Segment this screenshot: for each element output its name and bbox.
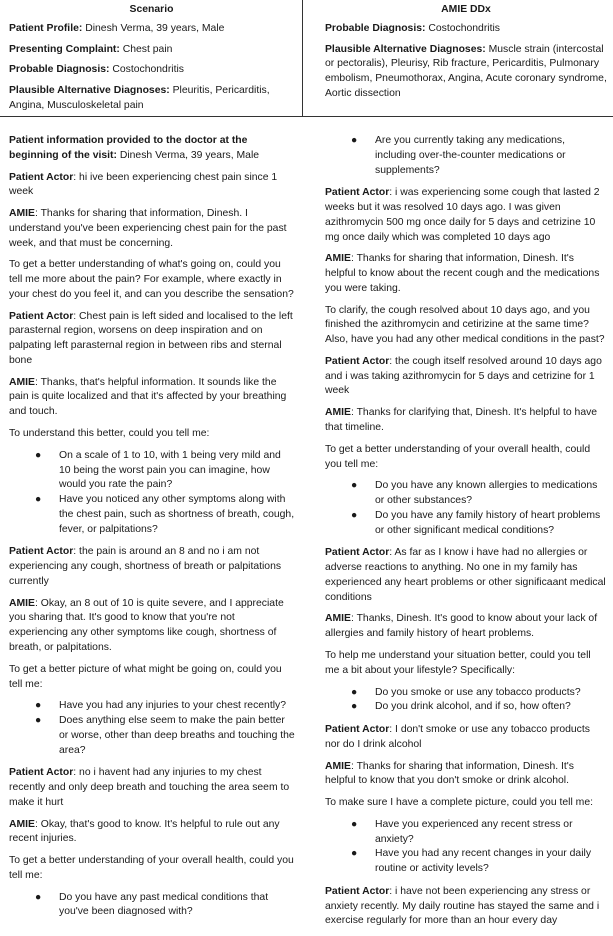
paragraph-text: : i was experiencing some cough that lasted 2 weeks but it was resolved 10 days ago. I was given azithromycin 500 mg once daily for 5 days and cetrizine 10 mg once daily which was completed 10 days ago	[325, 187, 600, 243]
question-list	[9, 891, 295, 921]
transcript-paragraph	[325, 406, 607, 436]
question-list-item	[325, 479, 607, 509]
question-list-item	[9, 891, 295, 921]
scenario-title: Scenario	[129, 4, 174, 15]
question-list-item	[325, 700, 607, 715]
speaker-label: Patient Actor	[9, 171, 74, 183]
paragraph-text: To make sure I have a complete picture, could you tell me:	[325, 797, 593, 809]
question-text: Do you smoke or use any tobacco products?	[375, 686, 581, 698]
transcript-paragraph	[9, 427, 295, 442]
paragraph-text: To get a better understanding of your overall health, could you tell me:	[9, 855, 294, 881]
transcript-paragraph	[325, 304, 607, 348]
presenting-complaint-label: Presenting Complaint:	[9, 43, 120, 55]
transcript-paragraph	[9, 818, 295, 848]
speaker-label: Patient Actor	[325, 724, 390, 736]
transcript-right-column	[303, 134, 613, 936]
transcript-paragraph	[9, 171, 295, 201]
question-text: Do you have any family history of heart problems or other significant medical conditions?	[375, 509, 601, 536]
paragraph-text: To get a better understanding of your overall health, could you tell me:	[325, 443, 591, 470]
paragraph-text: : I don't smoke or use any tobacco products nor do I drink alcohol	[325, 724, 590, 750]
transcript-paragraph	[9, 854, 295, 884]
question-list	[325, 686, 607, 716]
question-list	[9, 699, 295, 758]
bullet-icon: ●	[351, 701, 358, 713]
scenario-alternative-diagnoses-label: Plausible Alternative Diagnoses:	[9, 85, 170, 97]
speaker-label: Patient Actor	[325, 885, 390, 897]
bullet-icon: ●	[351, 135, 358, 146]
paragraph-text: : Thanks for clarifying that, Dinesh. It's helpful to have that timeline.	[325, 407, 598, 434]
speaker-label: Patient Actor	[325, 187, 390, 199]
question-list-item	[325, 686, 607, 701]
transcript-paragraph	[9, 766, 295, 810]
patient-profile-value: Dinesh Verma, 39 years, Male	[85, 22, 225, 34]
paragraph-text: To clarify, the cough resolved about 10 days ago, and you finished the azithromycin and cetirizine at the same time? Also, have you had any other medical conditions in the past?	[325, 304, 605, 346]
question-list	[325, 818, 607, 877]
transcript-paragraph	[9, 310, 295, 369]
speaker-label: Patient information provided to the doctor at the beginning of the visit:	[9, 135, 248, 161]
presenting-complaint-value: Chest pain	[122, 43, 173, 55]
speaker-label: AMIE	[9, 208, 35, 220]
speaker-label: AMIE	[9, 597, 35, 609]
amie-ddx-cell	[303, 0, 613, 116]
amie-probable-diagnosis	[325, 22, 607, 37]
paragraph-text: To get a better understanding of what's going on, could you tell me more about the pain? For example, where exactly in your chest do you feel it, and can you describe the sensation?	[9, 259, 294, 300]
speaker-label: AMIE	[325, 613, 351, 625]
transcript-paragraph	[325, 649, 607, 679]
transcript-left-column	[0, 134, 303, 936]
scenario-alternative-diagnoses-value: Pleuritis, Pericarditis, Angina, Musculoskeletal pain	[9, 85, 270, 111]
bullet-icon: ●	[35, 715, 42, 727]
transcript	[0, 134, 613, 936]
transcript-paragraph	[9, 258, 295, 302]
question-list	[325, 134, 607, 178]
transcript-paragraph	[9, 663, 295, 693]
scenario-probable-diagnosis-label: Probable Diagnosis:	[9, 64, 110, 76]
question-text: Are you currently taking any medications, including over-the-counter medications or supplements?	[375, 135, 566, 176]
transcript-paragraph	[325, 186, 607, 245]
scenario-cell	[0, 0, 303, 116]
amie-alternative-diagnoses	[325, 43, 607, 102]
paragraph-text: Dinesh Verma, 39 years, Male	[119, 149, 260, 161]
question-list-item	[325, 134, 607, 178]
speaker-label: AMIE	[9, 818, 35, 830]
speaker-label: AMIE	[325, 253, 351, 265]
transcript-paragraph	[325, 760, 607, 790]
bullet-icon: ●	[35, 449, 42, 461]
bullet-icon: ●	[351, 480, 358, 492]
question-list-item	[9, 714, 295, 758]
bullet-icon: ●	[351, 686, 358, 698]
question-text: Do you drink alcohol, and if so, how often?	[375, 701, 571, 713]
question-list-item	[9, 449, 295, 493]
question-text: On a scale of 1 to 10, with 1 being very mild and 10 being the worst pain you can imagine, how would you rate the pain?	[59, 449, 281, 491]
scenario-probable-diagnosis	[9, 63, 294, 78]
question-list	[325, 479, 607, 538]
transcript-paragraph	[325, 723, 607, 753]
transcript-paragraph	[325, 885, 607, 929]
question-list-item	[9, 493, 295, 537]
amie-probable-diagnosis-value: Costochondritis	[428, 22, 500, 34]
speaker-label: Patient Actor	[9, 767, 74, 779]
speaker-label: Patient Actor	[325, 355, 390, 367]
patient-profile	[9, 22, 294, 37]
question-text: Do you have any known allergies to medications or other substances?	[375, 480, 598, 507]
question-text: Have you noticed any other symptoms along with the chest pain, such as shortness of breath, cough, fever, or palpitations?	[59, 494, 295, 535]
paragraph-text: : Okay, that's good to know. It's helpful to rule out any recent injuries.	[9, 818, 280, 845]
paragraph-text: : Thanks, Dinesh. It's good to know about your lack of allergies and family history of heart problems.	[325, 613, 598, 640]
bullet-icon: ●	[351, 509, 358, 521]
paragraph-text: : Okay, an 8 out of 10 is quite severe, and I appreciate you sharing that. It's good to know that you're not experiencing any other symptoms like cough, shortness of breath, or palpitations.	[9, 597, 284, 653]
speaker-label: AMIE	[325, 407, 351, 419]
transcript-paragraph	[9, 597, 295, 656]
paragraph-text: To get a better picture of what might be going on, could you tell me:	[9, 663, 282, 690]
patient-profile-label: Patient Profile:	[9, 22, 83, 34]
paragraph-text: : As far as I know i have had no allergies or adverse reactions to anything. No one in my family has experienced any heart problems or other significaant medical conditions	[325, 547, 606, 603]
amie-probable-diagnosis-label: Probable Diagnosis:	[325, 22, 426, 34]
paragraph-text: : Thanks, that's helpful information. It sounds like the pain is quite localized and that it's affected by your breathing and touch.	[9, 376, 287, 418]
paragraph-text: To understand this better, could you tell me:	[9, 428, 210, 440]
bullet-icon: ●	[35, 494, 42, 506]
question-text: Does anything else seem to make the pain better or worse, other than deep breaths and touching the area?	[59, 715, 295, 756]
transcript-paragraph	[325, 612, 607, 642]
transcript-paragraph	[9, 207, 295, 251]
question-list	[9, 449, 295, 538]
question-text: Have you had any recent changes in your daily routine or activity levels?	[375, 848, 592, 875]
question-text: Do you have any past medical conditions that you've been diagnosed with?	[59, 891, 269, 918]
transcript-paragraph	[325, 796, 607, 811]
paragraph-text: : hi ive been experiencing chest pain since 1 week	[9, 171, 278, 198]
scenario-probable-diagnosis-value: Costochondritis	[112, 64, 184, 76]
amie-ddx-title: AMIE DDx	[441, 4, 491, 15]
bullet-icon: ●	[351, 848, 358, 860]
amie-alternative-diagnoses-value: Muscle strain (intercostal or pectoralis), Pleurisy, Rib fracture, Pericarditis, Pulmonary embolism, Pneumothorax, Angina, Acute coronary syndrome, Aortic dissection	[325, 43, 607, 99]
question-text: Have you had any injuries to your chest recently?	[59, 700, 286, 712]
bullet-icon: ●	[35, 700, 42, 712]
transcript-paragraph	[9, 134, 295, 164]
transcript-paragraph	[325, 355, 607, 399]
paragraph-text: : i have not been experiencing any stress or anxiety recently. My daily routine has stayed the same and i exercise regularly for more than an hour every day	[325, 885, 600, 927]
bullet-icon: ●	[351, 818, 358, 830]
paragraph-text: : the cough itself resolved around 10 days ago and i was taking azithromycin for 5 days and cetrizine for 1 week	[325, 355, 602, 397]
bullet-icon: ●	[35, 891, 42, 903]
transcript-paragraph	[325, 443, 607, 473]
paragraph-text: : Thanks for sharing that information, Dinesh. It's helpful to know about the recent cough and the medications you were taking.	[325, 253, 600, 294]
transcript-paragraph	[9, 376, 295, 420]
speaker-label: Patient Actor	[325, 547, 390, 559]
speaker-label: AMIE	[9, 376, 35, 388]
speaker-label: Patient Actor	[9, 310, 74, 322]
question-list-item	[325, 509, 607, 539]
presenting-complaint	[9, 43, 294, 58]
paragraph-text: : Chest pain is left sided and localised to the left parasternal region, worsens on deep inspiration and on palpating left parasternal region in between ribs and sternal bone	[9, 310, 293, 366]
paragraph-text: To help me understand your situation better, could you tell me a bit about your lifestyle? Specifically:	[325, 649, 591, 676]
paragraph-text: : Thanks for sharing that information, Dinesh. It's helpful to know that you don't smoke or drink alcohol.	[325, 760, 574, 787]
question-list-item	[325, 847, 607, 877]
paragraph-text: : the pain is around an 8 and no i am not experiencing any cough, shortness of breath or palpitations currently	[9, 546, 282, 587]
question-list-item	[325, 818, 607, 848]
scenario-alternative-diagnoses	[9, 84, 294, 114]
transcript-paragraph	[325, 546, 607, 605]
transcript-paragraph	[9, 545, 295, 589]
speaker-label: Patient Actor	[9, 546, 74, 558]
summary-table	[0, 0, 613, 117]
transcript-paragraph	[325, 252, 607, 296]
question-list-item	[9, 699, 295, 714]
paragraph-text: : no i havent had any injuries to my chest recently and only deep breath and touching the area seem to make it hurt	[9, 767, 290, 808]
question-text: Have you experienced any recent stress or anxiety?	[375, 818, 573, 845]
amie-alternative-diagnoses-label: Plausible Alternative Diagnoses:	[325, 43, 486, 55]
speaker-label: AMIE	[325, 760, 351, 772]
paragraph-text: : Thanks for sharing that information, Dinesh. I understand you've been experiencing chest pain for the past week, and that must be concerning.	[9, 208, 287, 249]
